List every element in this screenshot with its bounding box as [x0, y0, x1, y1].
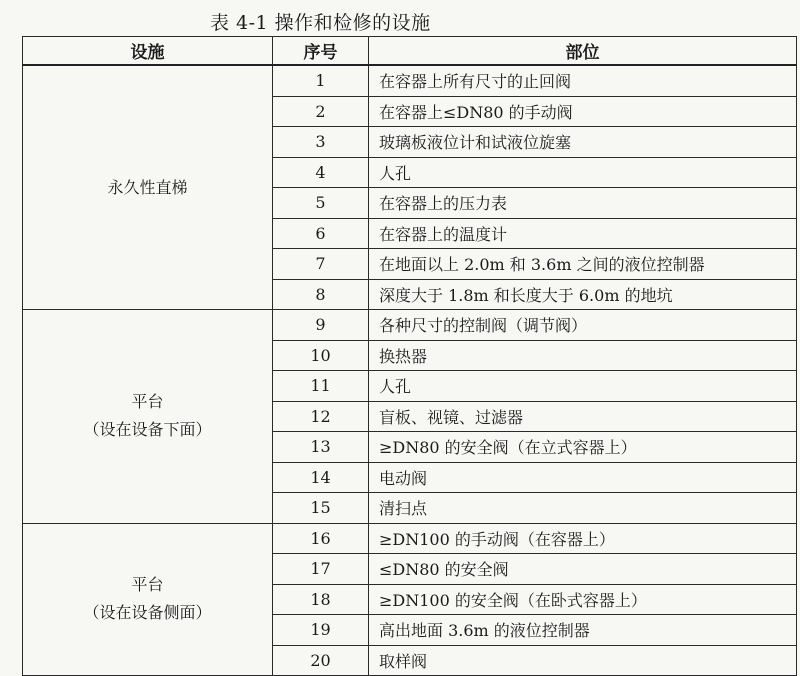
seq-cell: 9: [273, 310, 369, 341]
part-cell: 电动阀: [369, 462, 797, 493]
seq-cell: 14: [273, 462, 369, 493]
facilities-table: [22, 36, 797, 676]
part-cell: 人孔: [369, 157, 797, 188]
part-cell: 高出地面 3.6m 的液位控制器: [369, 615, 797, 646]
header-part: 部位: [369, 37, 797, 66]
seq-cell: 5: [273, 188, 369, 219]
part-cell: 在容器上所有尺寸的止回阀: [369, 65, 797, 96]
part-cell: 在容器上的压力表: [369, 188, 797, 219]
table-caption: 表 4-1 操作和检修的设施: [210, 12, 431, 34]
seq-cell: 1: [273, 65, 369, 96]
seq-cell: 2: [273, 96, 369, 127]
seq-cell: 10: [273, 340, 369, 371]
part-cell: 人孔: [369, 371, 797, 402]
part-cell: 换热器: [369, 340, 797, 371]
part-cell: ≤DN80 的安全阀: [369, 554, 797, 585]
table-body: [23, 65, 797, 676]
header-row: [23, 37, 797, 66]
facility-cell: 平台 （设在设备侧面）: [23, 523, 273, 676]
seq-cell: 17: [273, 554, 369, 585]
seq-cell: 18: [273, 584, 369, 615]
seq-cell: 19: [273, 615, 369, 646]
part-cell: ≥DN100 的安全阀（在卧式容器上）: [369, 584, 797, 615]
seq-cell: 20: [273, 645, 369, 676]
seq-cell: 3: [273, 127, 369, 158]
seq-cell: 13: [273, 432, 369, 463]
part-cell: 取样阀: [369, 645, 797, 676]
seq-cell: 15: [273, 493, 369, 524]
part-cell: 在地面以上 2.0m 和 3.6m 之间的液位控制器: [369, 249, 797, 280]
part-cell: ≥DN100 的手动阀（在容器上）: [369, 523, 797, 554]
seq-cell: 6: [273, 218, 369, 249]
table-row: [23, 523, 797, 554]
facility-cell: 永久性直梯: [23, 65, 273, 310]
header-facility: 设施: [23, 37, 273, 66]
part-cell: 各种尺寸的控制阀（调节阀）: [369, 310, 797, 341]
part-cell: 深度大于 1.8m 和长度大于 6.0m 的地坑: [369, 279, 797, 310]
table-row: [23, 310, 797, 341]
seq-cell: 7: [273, 249, 369, 280]
part-cell: 清扫点: [369, 493, 797, 524]
part-cell: ≥DN80 的安全阀（在立式容器上）: [369, 432, 797, 463]
facility-cell: 平台 （设在设备下面）: [23, 310, 273, 524]
seq-cell: 4: [273, 157, 369, 188]
header-seq: 序号: [273, 37, 369, 66]
part-cell: 玻璃板液位计和试液位旋塞: [369, 127, 797, 158]
part-cell: 在容器上的温度计: [369, 218, 797, 249]
seq-cell: 11: [273, 371, 369, 402]
seq-cell: 12: [273, 401, 369, 432]
part-cell: 盲板、视镜、过滤器: [369, 401, 797, 432]
seq-cell: 16: [273, 523, 369, 554]
seq-cell: 8: [273, 279, 369, 310]
table-row: [23, 65, 797, 96]
part-cell: 在容器上≤DN80 的手动阀: [369, 96, 797, 127]
